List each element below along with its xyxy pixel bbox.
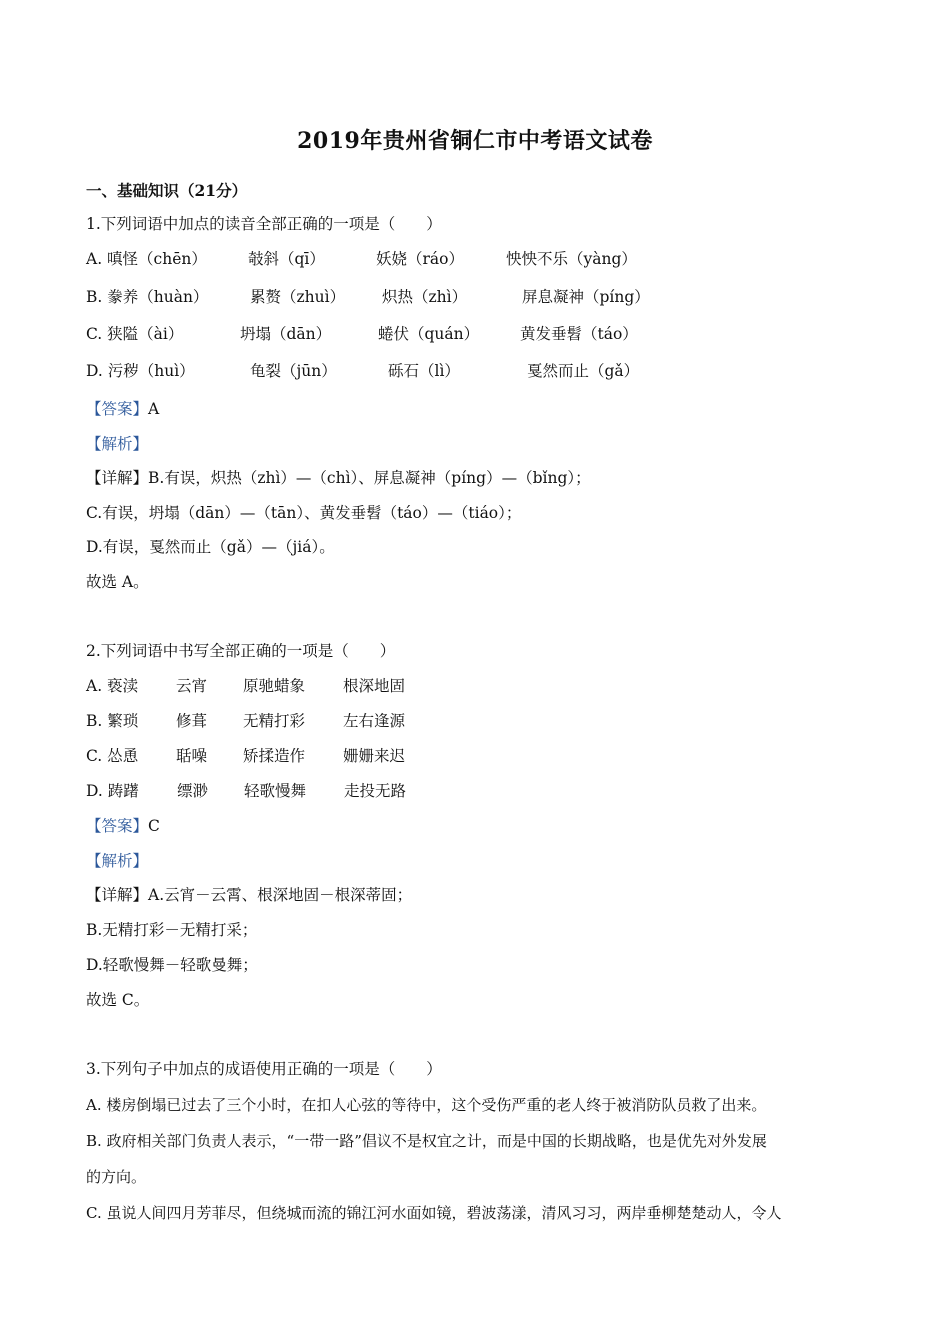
q2-option-d-1: D. 踌躇 bbox=[86, 782, 139, 800]
q1-stem: 1.下列词语中加点的读音全部正确的一项是（ ） bbox=[86, 215, 442, 233]
q3-option-c-line1: C. 虽说人间四月芳菲尽，但绕城而流的锦江河水面如镜，碧波荡漾，清风习习，两岸垂柳楚楚动人，令人 bbox=[86, 1204, 782, 1222]
q3-option-b-line2: 的方向。 bbox=[86, 1168, 147, 1186]
q2-option-c-1: C. 怂恿 bbox=[86, 747, 139, 765]
q2-option-b-3: 无精打彩 bbox=[243, 712, 306, 730]
q2-option-d-4: 走投无路 bbox=[344, 782, 407, 800]
q2-option-c-3: 矫揉造作 bbox=[243, 747, 306, 765]
q1-option-c-1: C. 狭隘（ài） bbox=[86, 325, 184, 343]
q2-option-c-2: 聒噪 bbox=[176, 747, 208, 765]
q1-option-a-2: 攲斜（qī） bbox=[248, 250, 325, 268]
q1-analysis-label: 【解析】 bbox=[86, 435, 149, 453]
q1-option-c-3: 蜷伏（quán） bbox=[378, 325, 480, 343]
q1-option-b-2: 累赘（zhuì） bbox=[250, 288, 346, 306]
q2-option-a-2: 云宵 bbox=[176, 677, 208, 695]
q2-detail-1: 【详解】A.云宵－云霄、根深地固－根深蒂固； bbox=[86, 886, 413, 904]
answer-label: 【答案】 bbox=[86, 400, 149, 418]
q1-option-b-3: 炽热（zhì） bbox=[382, 288, 468, 306]
q1-option-b-1: B. 豢养（huàn） bbox=[86, 288, 209, 306]
q3-option-b-line1: B. 政府相关部门负责人表示，“一带一路”倡议不是权宜之计，而是中国的长期战略，也是优先对外发展 bbox=[86, 1132, 767, 1150]
q2-detail-4: 故选 C。 bbox=[86, 991, 150, 1009]
q2-analysis-label: 【解析】 bbox=[86, 852, 149, 870]
section-heading: 一、基础知识（21分） bbox=[86, 181, 248, 200]
q2-detail-3: D.轻歌慢舞－轻歌曼舞； bbox=[86, 956, 258, 974]
q1-option-a-3: 妖娆（ráo） bbox=[376, 250, 464, 268]
answer-value: C bbox=[148, 817, 160, 835]
q1-detail-1: 【详解】B.有误，炽热（zhì）—（chì）、屏息凝神（píng）—（bǐng）； bbox=[86, 469, 591, 487]
q2-option-b-2: 修葺 bbox=[176, 712, 208, 730]
q3-stem: 3.下列句子中加点的成语使用正确的一项是（ ） bbox=[86, 1060, 442, 1078]
q1-option-a-4: 怏怏不乐（yàng） bbox=[506, 250, 637, 268]
q2-option-a-1: A. 亵渎 bbox=[86, 677, 139, 695]
q2-option-a-4: 根深地固 bbox=[343, 677, 406, 695]
q1-option-d-1: D. 污秽（huì） bbox=[86, 362, 195, 380]
answer-label: 【答案】 bbox=[86, 817, 149, 835]
q1-option-c-4: 黄发垂髫（táo） bbox=[520, 325, 638, 343]
q2-stem: 2.下列词语中书写全部正确的一项是（ ） bbox=[86, 642, 396, 660]
q3-option-a: A. 楼房倒塌已过去了三个小时，在扣人心弦的等待中，这个受伤严重的老人终于被消防队员救了出来。 bbox=[86, 1096, 767, 1114]
q1-option-d-3: 砾石（lì） bbox=[388, 362, 460, 380]
q2-detail-2: B.无精打彩－无精打采； bbox=[86, 921, 258, 939]
q2-answer bbox=[86, 815, 160, 837]
q1-option-d-2: 龟裂（jūn） bbox=[250, 362, 337, 380]
q2-option-b-1: B. 繁琐 bbox=[86, 712, 139, 730]
answer-value: A bbox=[148, 400, 160, 418]
q2-option-c-4: 姗姗来迟 bbox=[343, 747, 406, 765]
q2-option-d-2: 缥渺 bbox=[177, 782, 209, 800]
page-title: 2019年贵州省铜仁市中考语文试卷 bbox=[297, 128, 653, 154]
q2-option-b-4: 左右逢源 bbox=[343, 712, 406, 730]
q1-answer bbox=[86, 398, 159, 420]
q2-option-d-3: 轻歌慢舞 bbox=[244, 782, 307, 800]
q1-option-b-4: 屏息凝神（píng） bbox=[522, 288, 650, 306]
q1-option-c-2: 坍塌（dān） bbox=[240, 325, 332, 343]
q1-option-d-4: 戛然而止（gǎ） bbox=[527, 362, 640, 380]
q1-option-a-1: A. 嗔怪（chēn） bbox=[86, 250, 207, 268]
q2-option-a-3: 原驰蜡象 bbox=[243, 677, 306, 695]
q1-detail-2: C.有误，坍塌（dān）—（tān）、黄发垂髫（táo）—（tiáo）； bbox=[86, 504, 522, 522]
q1-detail-4: 故选 A。 bbox=[86, 573, 149, 591]
q1-detail-3: D.有误，戛然而止（gǎ）—（jiá）。 bbox=[86, 538, 335, 556]
